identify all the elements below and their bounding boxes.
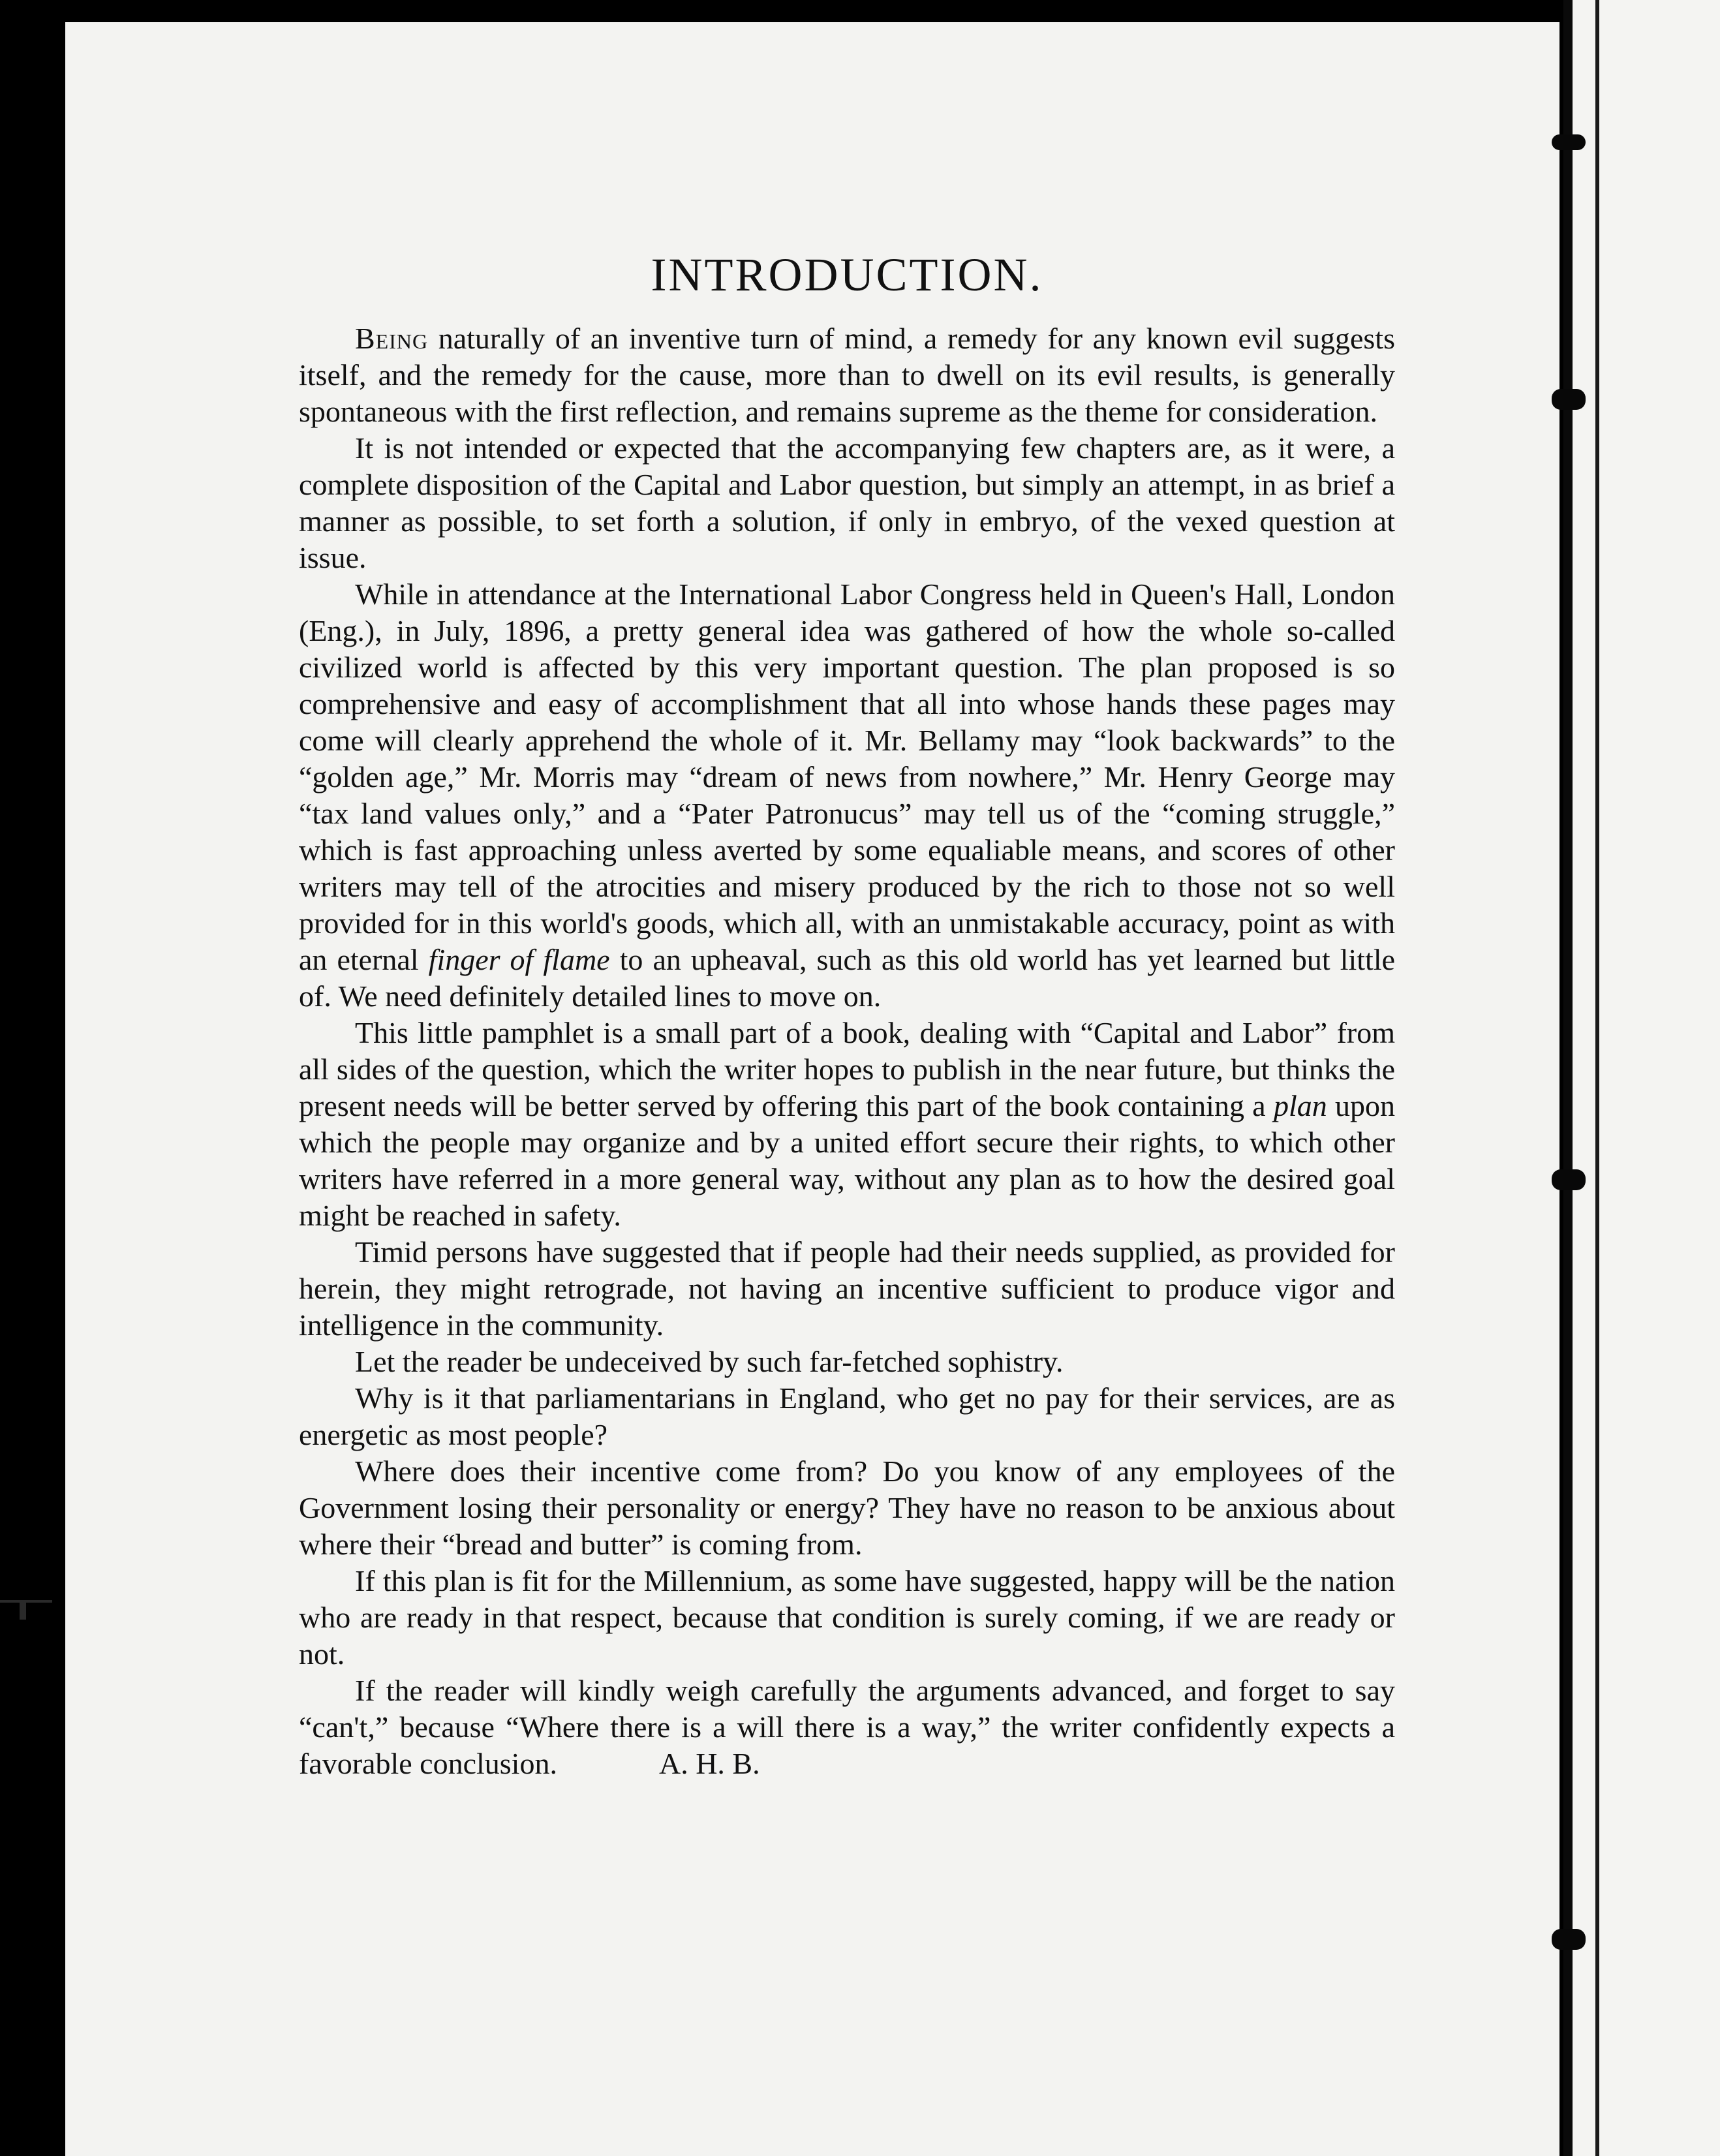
binding-stitch-4 <box>1552 1929 1586 1950</box>
paragraph-4 <box>299 1015 1395 1234</box>
paragraph-9: If this plan is fit for the Millennium, as some have suggested, happy will be the nation who are ready in that respect, because that condition is surely coming, if we are ready or not. <box>299 1564 1395 1671</box>
italic-phrase: finger of flame <box>428 943 610 976</box>
paragraph-3 <box>299 576 1395 1015</box>
introduction-text <box>299 248 1395 1782</box>
binding-stitch-2 <box>1552 389 1586 410</box>
paragraph-text: upon which the people may organize and by a united effort secure their rights, to which other writers have referred in a more general way, without any plan as to how the desired goal might be reached in safety. <box>299 1089 1395 1232</box>
paragraph-text: naturally of an inventive turn of mind, a remedy for any known evil suggests itself, and the remedy for the cause, more than to dwell on its evil results, is generally spontaneous with the first reflection, and remains supreme as the theme for consideration. <box>299 322 1395 428</box>
scan-margin-dot <box>20 1600 26 1620</box>
binding-shadow <box>1563 0 1573 2156</box>
paragraph-5: Timid persons have suggested that if people had their needs supplied, as provided for herein, they might retrograde, not having an incentive sufficient to produce vigor and intelligence in the community. <box>299 1235 1395 1342</box>
binding-stitch-3 <box>1552 1169 1586 1190</box>
scan-margin-mark <box>0 1600 52 1603</box>
italic-phrase: plan <box>1273 1089 1327 1122</box>
paragraph-1 <box>299 320 1395 430</box>
paragraph-text: to an upheaval, such as this old world has yet learned but little of. We need definitely detailed lines to move on. <box>299 943 1396 1013</box>
paragraph-lead-word: Being <box>355 322 429 355</box>
paragraph-2: It is not intended or expected that the accompanying few chapters are, as it were, a complete disposition of the Capital and Labor question, but simply an attempt, in as brief a manner as possible, to set forth a solution, if only in embryo, of the vexed question at issue. <box>299 431 1395 574</box>
page-title: INTRODUCTION. <box>651 249 1043 301</box>
paragraph-8: Where does their incentive come from? Do you know of any employees of the Government losing their personality or energy? They have no reason to be anxious about where their “bread and butter” is coming from. <box>299 1455 1395 1561</box>
paragraph-text: While in attendance at the International Labor Congress held in Queen's Hall, London (Eng.), in July, 1896, a pretty general idea was gathered of how the whole so-called civilized world is affected by this very important question. The plan proposed is so comprehensive and easy of accomplishment that all into whose hands these pages may come will clearly apprehend the whole of it. Mr. Bellamy may “look backwards” to the “golden age,” Mr. Morris may “dream of news from nowhere,” Mr. Henry George may “tax land values only,” and a “Pater Patronucus” may tell us of the “coming struggle,” which is fast approaching unless averted by some equaliable means, and scores of other writers may tell of the atrocities and misery produced by the rich to those not so well provided for in this world's goods, which all, with an unmistakable accuracy, point as with an eternal <box>299 578 1395 976</box>
author-initials: A. H. B. <box>658 1747 760 1780</box>
paragraph-text: If the reader will kindly weigh carefully the arguments advanced, and forget to say “can't,” because “Where there is a will there is a way,” the writer confidently expects a favorable conclusion. <box>299 1674 1395 1780</box>
paragraph-7: Why is it that parliamentarians in England, who get no pay for their services, are as energetic as most people? <box>299 1381 1395 1451</box>
binding-rule <box>1595 0 1599 2156</box>
binding-stitch-1 <box>1552 134 1586 150</box>
paragraph-text: This little pamphlet is a small part of a book, dealing with “Capital and Labor” from all sides of the question, which the writer hopes to publish in the near future, but thinks the present needs will be better served by offering this part of the book containing a <box>299 1016 1395 1122</box>
adjacent-page-edge <box>1571 0 1720 2156</box>
paragraph-6: Let the reader be undeceived by such far-fetched sophistry. <box>355 1345 1064 1378</box>
paragraph-10 <box>299 1672 1395 1782</box>
